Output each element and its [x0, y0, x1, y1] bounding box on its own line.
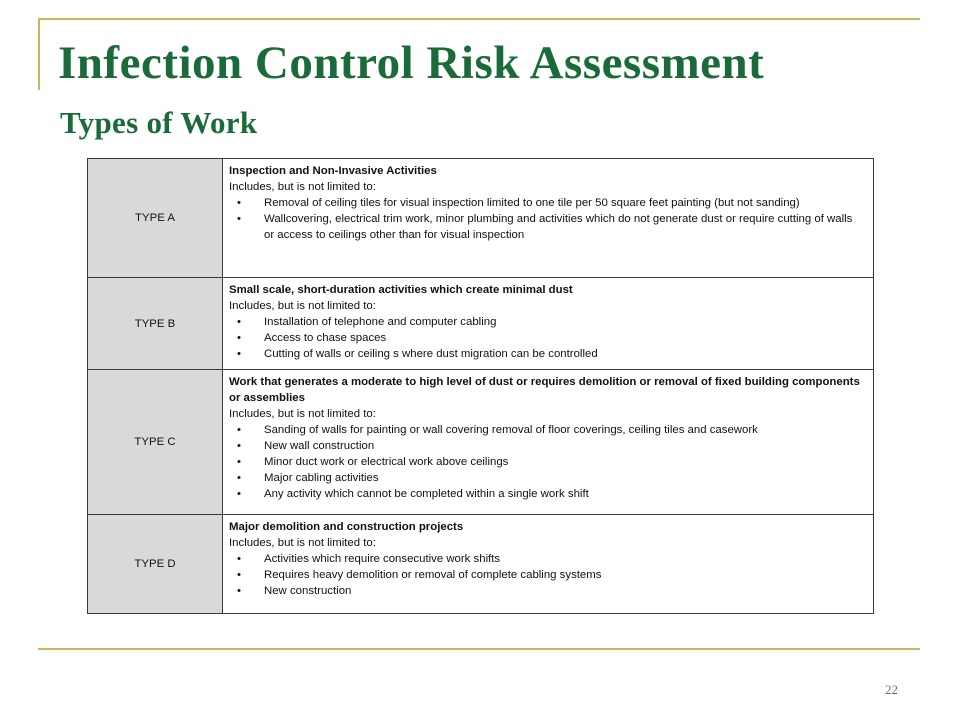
- bullet-icon: •: [237, 553, 241, 565]
- bullet-icon: •: [237, 472, 241, 484]
- description-heading: Major demolition and construction projects: [229, 521, 464, 533]
- bullet-icon: •: [237, 197, 241, 209]
- list-item-text: Minor duct work or electrical work above ceilings: [264, 456, 509, 468]
- list-item-text: Requires heavy demolition or removal of complete cabling systems: [264, 569, 602, 581]
- list-item: [229, 438, 865, 454]
- description-intro: Includes, but is not limited to:: [229, 537, 376, 549]
- type-label: TYPE C: [88, 370, 223, 515]
- list-item: [229, 330, 865, 346]
- activity-list: [229, 314, 865, 362]
- type-description: [223, 370, 874, 515]
- list-item-text: New construction: [264, 585, 352, 597]
- type-description: [223, 159, 874, 278]
- activity-list: [229, 422, 865, 502]
- list-item-text: Access to chase spaces: [264, 332, 387, 344]
- list-item: [229, 314, 865, 330]
- type-label: TYPE A: [88, 159, 223, 278]
- list-item: [229, 486, 865, 502]
- list-item: [229, 551, 865, 567]
- bullet-icon: •: [237, 332, 241, 344]
- description-intro: Includes, but is not limited to:: [229, 300, 376, 312]
- description-intro: Includes, but is not limited to:: [229, 181, 376, 193]
- type-label: TYPE D: [88, 515, 223, 614]
- description-intro: Includes, but is not limited to:: [229, 408, 376, 420]
- list-item-text: Activities which require consecutive work shifts: [264, 553, 501, 565]
- work-types-table: [87, 158, 874, 614]
- type-description: [223, 278, 874, 370]
- bullet-icon: •: [237, 316, 241, 328]
- type-label: TYPE B: [88, 278, 223, 370]
- description-heading: Small scale, short-duration activities which create minimal dust: [229, 284, 573, 296]
- list-item-text: Installation of telephone and computer cabling: [264, 316, 497, 328]
- page-number: 22: [885, 682, 898, 697]
- bullet-icon: •: [237, 440, 241, 452]
- table-row-type-d: [88, 515, 874, 614]
- table-row-type-b: [88, 278, 874, 370]
- decorative-bottom-rule: [38, 648, 920, 650]
- list-item: [229, 346, 865, 362]
- bullet-icon: •: [237, 348, 241, 360]
- list-item: [229, 470, 865, 486]
- bullet-icon: •: [237, 424, 241, 436]
- slide-title: Infection Control Risk Assessment: [58, 37, 765, 89]
- list-item-text: Sanding of walls for painting or wall covering removal of floor coverings, ceiling tiles and casework: [264, 424, 758, 436]
- description-heading: Work that generates a moderate to high level of dust or requires demolition or removal of fixed building components or assemblies: [229, 376, 860, 404]
- description-heading: Inspection and Non-Invasive Activities: [229, 165, 437, 177]
- bullet-icon: •: [237, 213, 241, 225]
- list-item: [229, 583, 865, 599]
- list-item-text: Wallcovering, electrical trim work, minor plumbing and activities which do not generate dust or require cutting of walls or access to ceilings other than for visual inspection: [264, 213, 853, 241]
- table-row-type-c: [88, 370, 874, 515]
- list-item: [229, 195, 865, 211]
- list-item-text: Major cabling activities: [264, 472, 379, 484]
- activity-list: [229, 551, 865, 599]
- list-item: [229, 567, 865, 583]
- table-row-type-a: [88, 159, 874, 278]
- list-item: [229, 211, 865, 243]
- list-item-text: Cutting of walls or ceiling s where dust migration can be controlled: [264, 348, 598, 360]
- slide-subtitle: Types of Work: [60, 105, 258, 140]
- list-item-text: New wall construction: [264, 440, 375, 452]
- bullet-icon: •: [237, 456, 241, 468]
- decorative-top-rule: [38, 18, 920, 20]
- list-item: [229, 454, 865, 470]
- decorative-left-rule: [38, 18, 40, 90]
- bullet-icon: •: [237, 585, 241, 597]
- type-description: [223, 515, 874, 614]
- bullet-icon: •: [237, 488, 241, 500]
- list-item: [229, 422, 865, 438]
- activity-list: [229, 195, 865, 243]
- list-item-text: Any activity which cannot be completed within a single work shift: [264, 488, 589, 500]
- list-item-text: Removal of ceiling tiles for visual inspection limited to one tile per 50 square feet painting (but not sanding): [264, 197, 800, 209]
- bullet-icon: •: [237, 569, 241, 581]
